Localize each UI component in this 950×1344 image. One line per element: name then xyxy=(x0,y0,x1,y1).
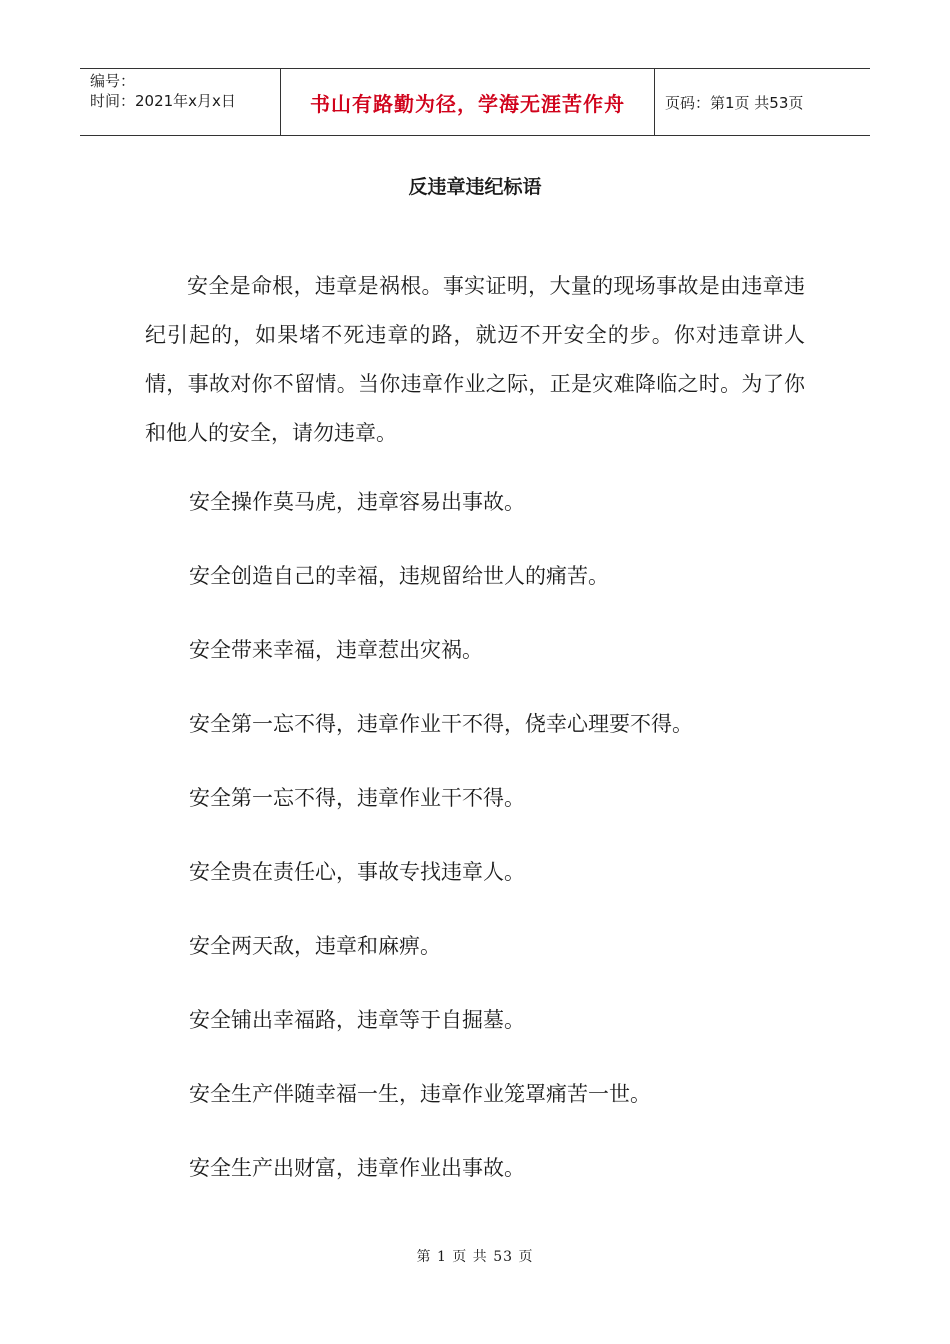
slogan-item: 安全生产伴随幸福一生，违章作业笼罩痛苦一世。 xyxy=(189,1082,651,1106)
header-page-info: 页码：第1页 共53页 xyxy=(665,93,804,112)
slogan-item: 安全第一忘不得，违章作业干不得，侥幸心理要不得。 xyxy=(189,712,693,736)
slogan-item: 安全带来幸福，违章惹出灾祸。 xyxy=(189,638,483,662)
intro-paragraph: 安全是命根，违章是祸根。事实证明，大量的现场事故是由违章违纪引起的，如果堵不死违章的路，就迈不开安全的步。你对违章讲人情，事故对你不留情。当你违章作业之际，正是灾难降临之时。为了你和他人的安全，请勿违章。 xyxy=(145,274,805,445)
slogan-list xyxy=(145,488,805,1183)
slogan-item: 安全第一忘不得，违章作业干不得。 xyxy=(189,786,525,810)
number-label: 编号： xyxy=(90,72,136,90)
page-footer: 第 1 页 共 53 页 xyxy=(416,1249,534,1265)
slogan-item: 安全铺出幸福路，违章等于自掘墓。 xyxy=(189,1008,525,1032)
slogan-item: 安全贵在责任心，事故专找违章人。 xyxy=(189,860,525,884)
header-motto: 书山有路勤为径，学海无涯苦作舟 xyxy=(281,69,655,135)
slogan-item: 安全操作莫马虎，违章容易出事故。 xyxy=(189,490,525,514)
header-meta-cell xyxy=(80,69,281,135)
document-title: 反违章违纪标语 xyxy=(408,176,542,198)
date-label: 时间：2021年x月x日 xyxy=(90,92,236,110)
slogan-item: 安全创造自己的幸福，违规留给世人的痛苦。 xyxy=(189,564,609,588)
slogan-item: 安全两天敌，违章和麻痹。 xyxy=(189,934,441,958)
document-header xyxy=(80,68,870,136)
document-body xyxy=(145,262,805,1183)
slogan-item: 安全生产出财富，违章作业出事故。 xyxy=(189,1156,525,1180)
